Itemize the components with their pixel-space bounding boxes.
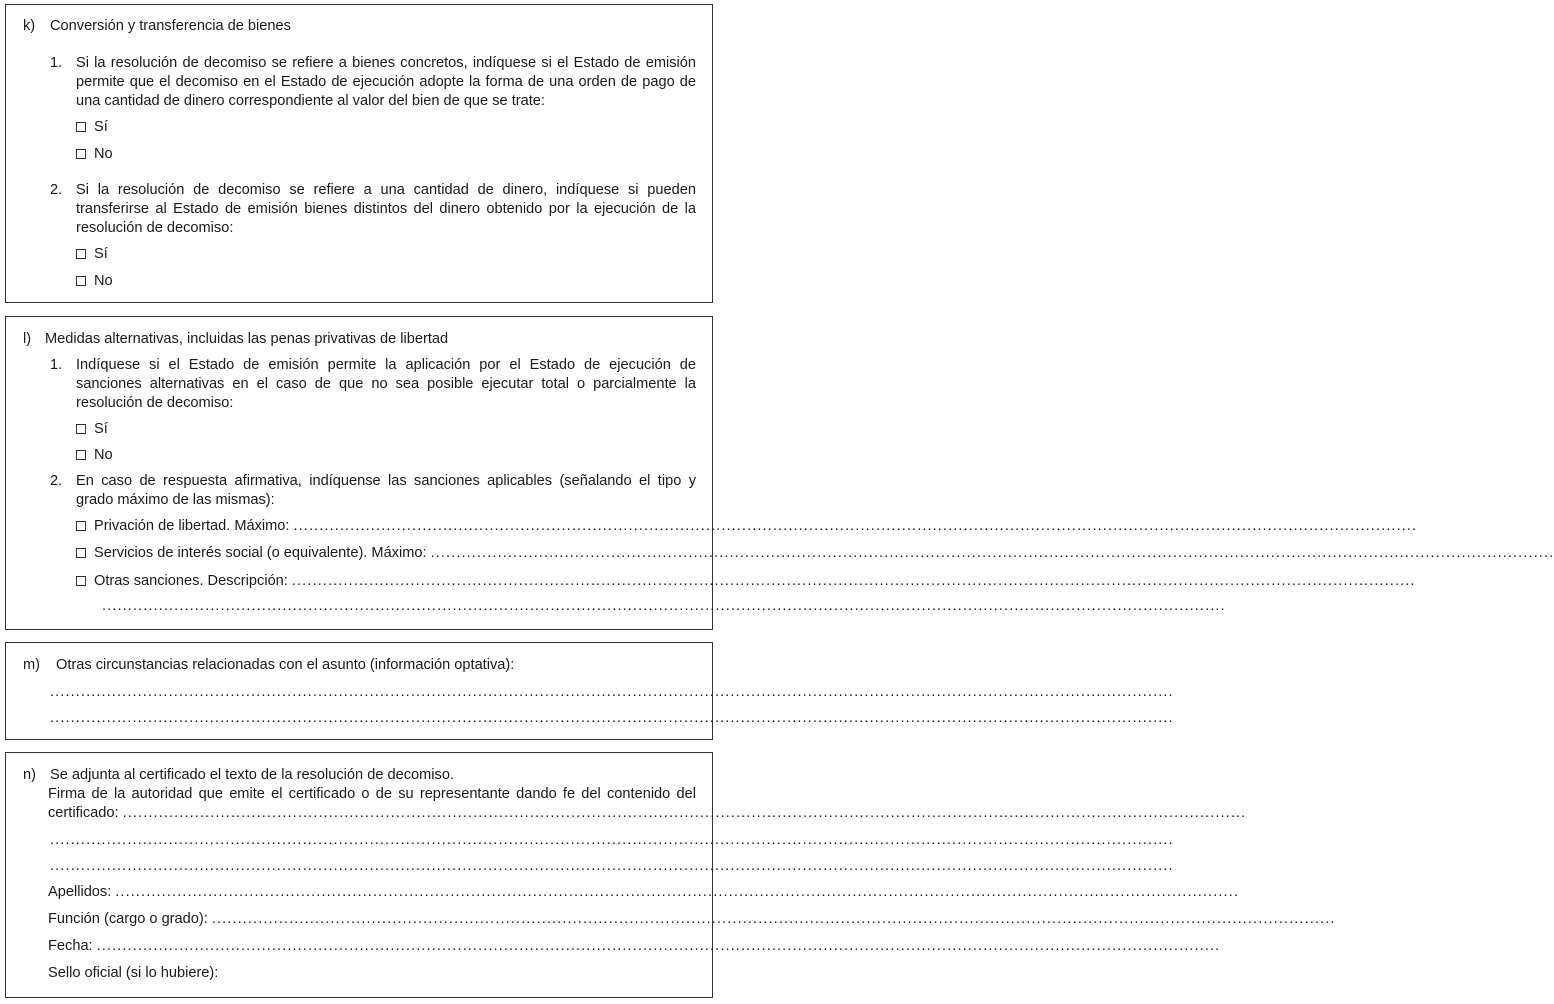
fill-line[interactable]: .......................................................................................................................................................................................................................... <box>50 832 1174 848</box>
l-option-other[interactable] <box>76 572 1416 591</box>
l-option-community-service[interactable] <box>76 544 1554 563</box>
checkbox[interactable] <box>76 548 86 558</box>
fill-line[interactable]: .......................................................................................................................................................................................................................... <box>291 573 1416 589</box>
fill-line[interactable]: .......................................................................................................................................................................................................................... <box>50 858 1174 874</box>
checkbox[interactable] <box>76 276 86 286</box>
fill-line[interactable]: .......................................................................................................................................................................................................................... <box>115 884 1239 900</box>
checkbox[interactable] <box>76 249 86 259</box>
l-q2-line-2: grado máximo de las mismas): <box>76 492 275 508</box>
section-l-title: Medidas alternativas, incluidas las penas privativas de libertad <box>45 331 449 347</box>
fill-line[interactable]: .......................................................................................................................................................................................................................... <box>293 518 1418 534</box>
k-q1-line-3: una cantidad de dinero correspondiente al valor del bien de que se trate: <box>76 93 545 109</box>
section-n-title: Se adjunta al certificado el texto de la resolución de decomiso. <box>50 767 455 783</box>
k-q2-line-2: transferirse al Estado de emisión bienes distintos del dinero obtenido por la ejecución de la <box>76 201 696 217</box>
l-q1-number: 1. <box>50 357 63 373</box>
checkbox[interactable] <box>76 149 86 159</box>
function-field[interactable] <box>48 910 1336 929</box>
l-q2-line-1: En caso de respuesta afirmativa, indíquense las sanciones aplicables (señalando el tipo y <box>76 473 696 489</box>
l-q1-option-no[interactable] <box>76 446 113 465</box>
fill-line[interactable]: .......................................................................................................................................................................................................................... <box>211 911 1336 927</box>
k-q1-number: 1. <box>50 55 63 71</box>
option-label: No <box>94 273 113 289</box>
seal-label: Sello oficial (si lo hubiere): <box>48 965 219 981</box>
option-label: Sí <box>94 246 108 262</box>
option-label: Sí <box>94 421 108 437</box>
option-label: Privación de libertad. Máximo: <box>94 518 290 534</box>
k-q1-line-2: permite que el decomiso en el Estado de ejecución adopte la forma de una orden de pago de <box>76 74 696 90</box>
k-q1-option-no[interactable] <box>76 145 113 164</box>
option-label: No <box>94 146 113 162</box>
k-q2-option-no[interactable] <box>76 272 113 291</box>
date-field[interactable] <box>48 937 1221 956</box>
l-q1-line-2: sanciones alternativas en el caso de que no sea posible ejecutar total o parcialmente la <box>76 376 696 392</box>
checkbox[interactable] <box>76 521 86 531</box>
l-q2-number: 2. <box>50 473 63 489</box>
section-l-letter: l) <box>23 331 32 347</box>
l-option-deprivation[interactable] <box>76 517 1418 536</box>
option-label: Sí <box>94 119 108 135</box>
surname-label: Apellidos: <box>48 884 112 900</box>
section-m-letter: m) <box>23 657 41 673</box>
function-label: Función (cargo o grado): <box>48 911 208 927</box>
k-q1-line-1: Si la resolución de decomiso se refiere a bienes concretos, indíquese si el Estado de emisión <box>76 55 696 71</box>
l-q1-option-yes[interactable] <box>76 420 108 439</box>
section-n-letter: n) <box>23 767 36 783</box>
option-label: Otras sanciones. Descripción: <box>94 573 288 589</box>
checkbox[interactable] <box>76 424 86 434</box>
date-label: Fecha: <box>48 938 93 954</box>
k-q1-option-yes[interactable] <box>76 118 108 137</box>
k-q2-line-1: Si la resolución de decomiso se refiere a una cantidad de dinero, indíquese si pueden <box>76 182 696 198</box>
fill-line[interactable]: .......................................................................................................................................................................................................................... <box>96 938 1221 954</box>
fill-line[interactable]: .......................................................................................................................................................................................................................... <box>50 710 1174 726</box>
fill-line[interactable]: .......................................................................................................................................................................................................................... <box>102 598 1226 614</box>
option-label: No <box>94 447 113 463</box>
l-q1-line-1: Indíquese si el Estado de emisión permite la aplicación por el Estado de ejecución de <box>76 357 696 373</box>
fill-line[interactable]: .......................................................................................................................................................................................................................... <box>122 805 1247 821</box>
section-k-letter: k) <box>23 18 36 34</box>
fill-line[interactable]: .......................................................................................................................................................................................................................... <box>430 545 1554 561</box>
k-q2-line-3: resolución de decomiso: <box>76 220 234 236</box>
checkbox[interactable] <box>76 450 86 460</box>
checkbox[interactable] <box>76 122 86 132</box>
k-q2-number: 2. <box>50 182 63 198</box>
surname-field[interactable] <box>48 883 1239 902</box>
option-label: Servicios de interés social (o equivalente). Máximo: <box>94 545 427 561</box>
fill-line[interactable]: .......................................................................................................................................................................................................................... <box>50 684 1174 700</box>
k-q2-option-yes[interactable] <box>76 245 108 264</box>
signature-line-1: Firma de la autoridad que emite el certificado o de su representante dando fe del contenido del <box>48 786 696 802</box>
section-m-title: Otras circunstancias relacionadas con el asunto (información optativa): <box>56 657 515 673</box>
l-q1-line-3: resolución de decomiso: <box>76 395 234 411</box>
checkbox[interactable] <box>76 576 86 586</box>
section-k-title: Conversión y transferencia de bienes <box>50 18 291 34</box>
signature-label: certificado: <box>48 805 119 821</box>
signature-field[interactable] <box>48 804 1247 823</box>
